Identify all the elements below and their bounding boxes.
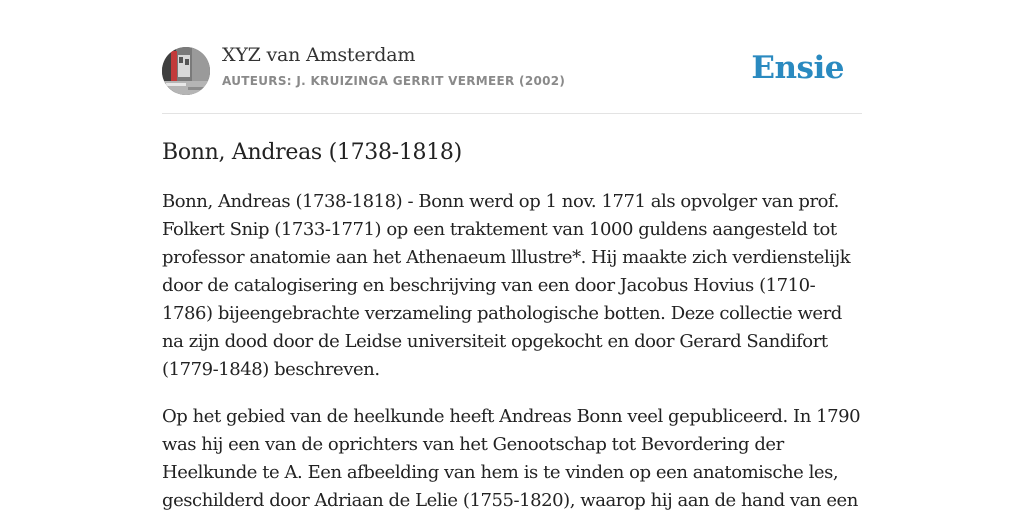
article-paragraph: Op het gebied van de heelkunde heeft Andreas Bonn veel gepubliceerd. In 1790 was hij een van de oprichters van het Genootschap tot Bevordering der Heelkunde te A. Een afbeelding van hem is te vinden op een anatomische les, geschilderd door Adriaan de Lelie (1755-1820), waarop hij aan de hand van een <box>162 406 861 511</box>
article-body <box>162 188 862 512</box>
source-authors: AUTEURS: J. KRUIZINGA GERRIT VERMEER (2002) <box>222 74 566 88</box>
source-header <box>162 0 862 114</box>
article-title: Bonn, Andreas (1738-1818) <box>162 140 462 165</box>
book-cover-image[interactable] <box>162 47 210 95</box>
ensie-logo[interactable]: Ensie <box>751 50 844 86</box>
article-container <box>162 0 862 512</box>
article-paragraph: Bonn, Andreas (1738-1818) - Bonn werd op 1 nov. 1771 als opvolger van prof. Folkert Snip (1733-1771) op een traktement van 1000 guldens aangesteld tot professor anatomie aan het Athenaeum lllustre*. Hij maakte zich verdienstelijk door de catalogisering en beschrijving van een door Jacobus Hovius (1710-1786) bijeengebrachte verzameling pathologische botten. Deze collectie werd na zijn dood door de Leidse universiteit opgekocht en door Gerard Sandifort (1779-1848) beschreven. <box>162 191 851 380</box>
source-title[interactable]: XYZ van Amsterdam <box>222 44 416 66</box>
